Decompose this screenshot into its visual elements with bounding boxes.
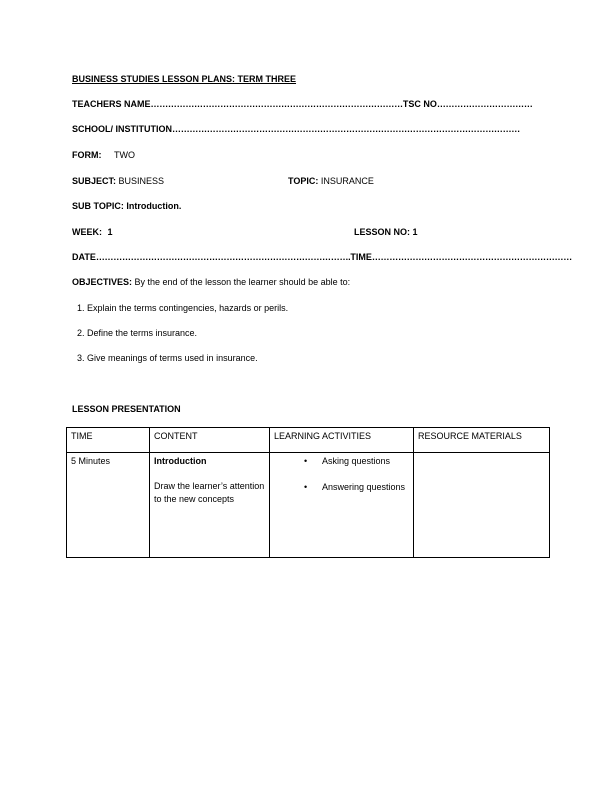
tsc-no-blank: …………………………… bbox=[436, 99, 533, 109]
lesson-no: LESSON NO: 1 bbox=[354, 227, 418, 237]
objectives-intro: By the end of the lesson the learner should be able to: bbox=[134, 277, 351, 287]
cell-learning-activities bbox=[270, 453, 414, 558]
lesson-presentation-table bbox=[66, 427, 550, 558]
subject-value: BUSINESS bbox=[118, 176, 165, 186]
teachers-name-blank: …………………………………………………………………………… bbox=[150, 99, 403, 109]
column-header-learning-activities: LEARNING ACTIVITIES bbox=[270, 428, 414, 453]
objectives-label: OBJECTIVES: bbox=[72, 277, 133, 287]
table-header-row bbox=[67, 428, 550, 453]
school-label: SCHOOL/ INSTITUTION bbox=[72, 124, 172, 134]
tsc-no-label: TSC NO bbox=[402, 99, 437, 109]
subject-line bbox=[72, 176, 164, 187]
objective-item: 2. Define the terms insurance. bbox=[77, 328, 198, 338]
column-header-resource-materials: RESOURCE MATERIALS bbox=[414, 428, 550, 453]
activities-list bbox=[274, 455, 409, 494]
date-time-line bbox=[72, 252, 572, 263]
date-label: DATE bbox=[72, 252, 96, 262]
topic-line bbox=[288, 176, 374, 187]
content-text: Draw the learner’s attention to the new concepts bbox=[154, 481, 265, 504]
list-item: • Asking questions bbox=[304, 455, 409, 468]
cell-content bbox=[150, 453, 270, 558]
form-value: TWO bbox=[114, 150, 136, 160]
cell-resource-materials bbox=[414, 453, 550, 558]
form-line bbox=[72, 150, 135, 161]
objective-item: 3. Give meanings of terms used in insurance. bbox=[77, 353, 258, 363]
table-row bbox=[67, 453, 550, 558]
objectives-line bbox=[72, 277, 350, 288]
time-label: TIME bbox=[350, 252, 372, 262]
school-line bbox=[72, 124, 520, 135]
time-blank: …………………………………………………………… bbox=[371, 252, 572, 262]
teachers-name-label: TEACHERS NAME bbox=[72, 99, 151, 109]
list-item: • Answering questions bbox=[304, 481, 409, 494]
school-blank: ………………………………………………………………………………………………………… bbox=[172, 124, 521, 134]
form-label: FORM: bbox=[72, 150, 102, 160]
cell-time: 5 Minutes bbox=[67, 453, 150, 558]
sub-topic: SUB TOPIC: Introduction. bbox=[72, 201, 182, 211]
document-title: BUSINESS STUDIES LESSON PLANS: TERM THREE bbox=[72, 74, 297, 84]
topic-value: INSURANCE bbox=[320, 176, 374, 186]
content-title: Introduction bbox=[154, 456, 207, 466]
lesson-presentation-heading: LESSON PRESENTATION bbox=[72, 404, 181, 414]
week-value: 1 bbox=[107, 227, 113, 237]
column-header-content: CONTENT bbox=[150, 428, 270, 453]
column-header-time: TIME bbox=[67, 428, 150, 453]
objective-item: 1. Explain the terms contingencies, hazards or perils. bbox=[77, 303, 289, 313]
teachers-name-line bbox=[72, 99, 533, 110]
date-blank: ……………………………………………………………………………. bbox=[95, 252, 351, 262]
week-label: WEEK: bbox=[72, 227, 102, 237]
week-line bbox=[72, 227, 113, 238]
subject-label: SUBJECT: bbox=[72, 176, 117, 186]
topic-label: TOPIC: bbox=[288, 176, 319, 186]
